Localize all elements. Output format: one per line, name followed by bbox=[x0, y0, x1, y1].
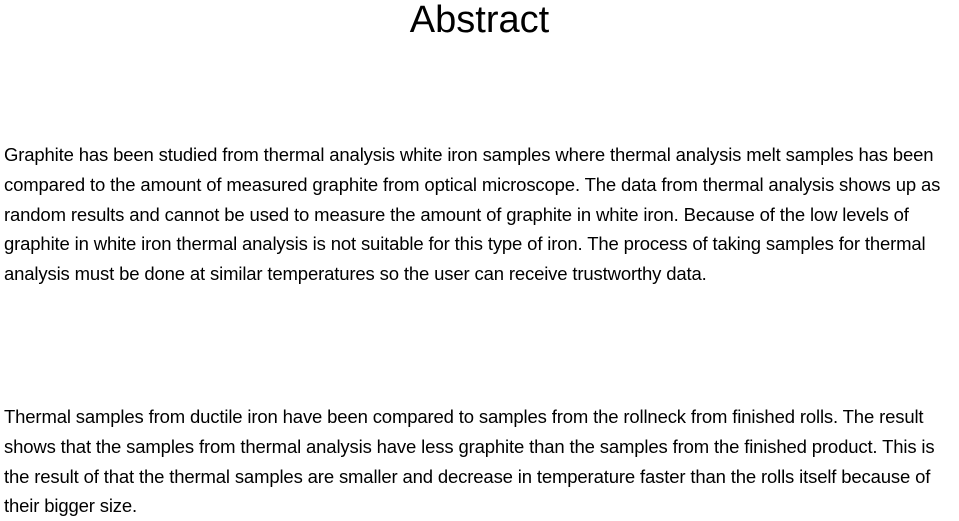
abstract-paragraph-2: Thermal samples from ductile iron have been compared to samples from the rollneck from finished rolls. The result shows that the samples from thermal analysis have less graphite than the samples from the finished product. This is the result of that the thermal samples are smaller and decrease in temperature faster than the rolls itself because of their bigger size. bbox=[4, 406, 935, 517]
page-title: Abstract bbox=[409, 0, 550, 41]
abstract-paragraph-1: Graphite has been studied from thermal analysis white iron samples where thermal analysis melt samples has been compared to the amount of measured graphite from optical microscope. The data from thermal analysis shows up as random results and cannot be used to measure the amount of graphite in white iron. Because of the low levels of graphite in white iron thermal analysis is not suitable for this type of iron. The process of taking samples for thermal analysis must be done at similar temperatures so the user can receive trustworthy data. bbox=[4, 144, 941, 285]
